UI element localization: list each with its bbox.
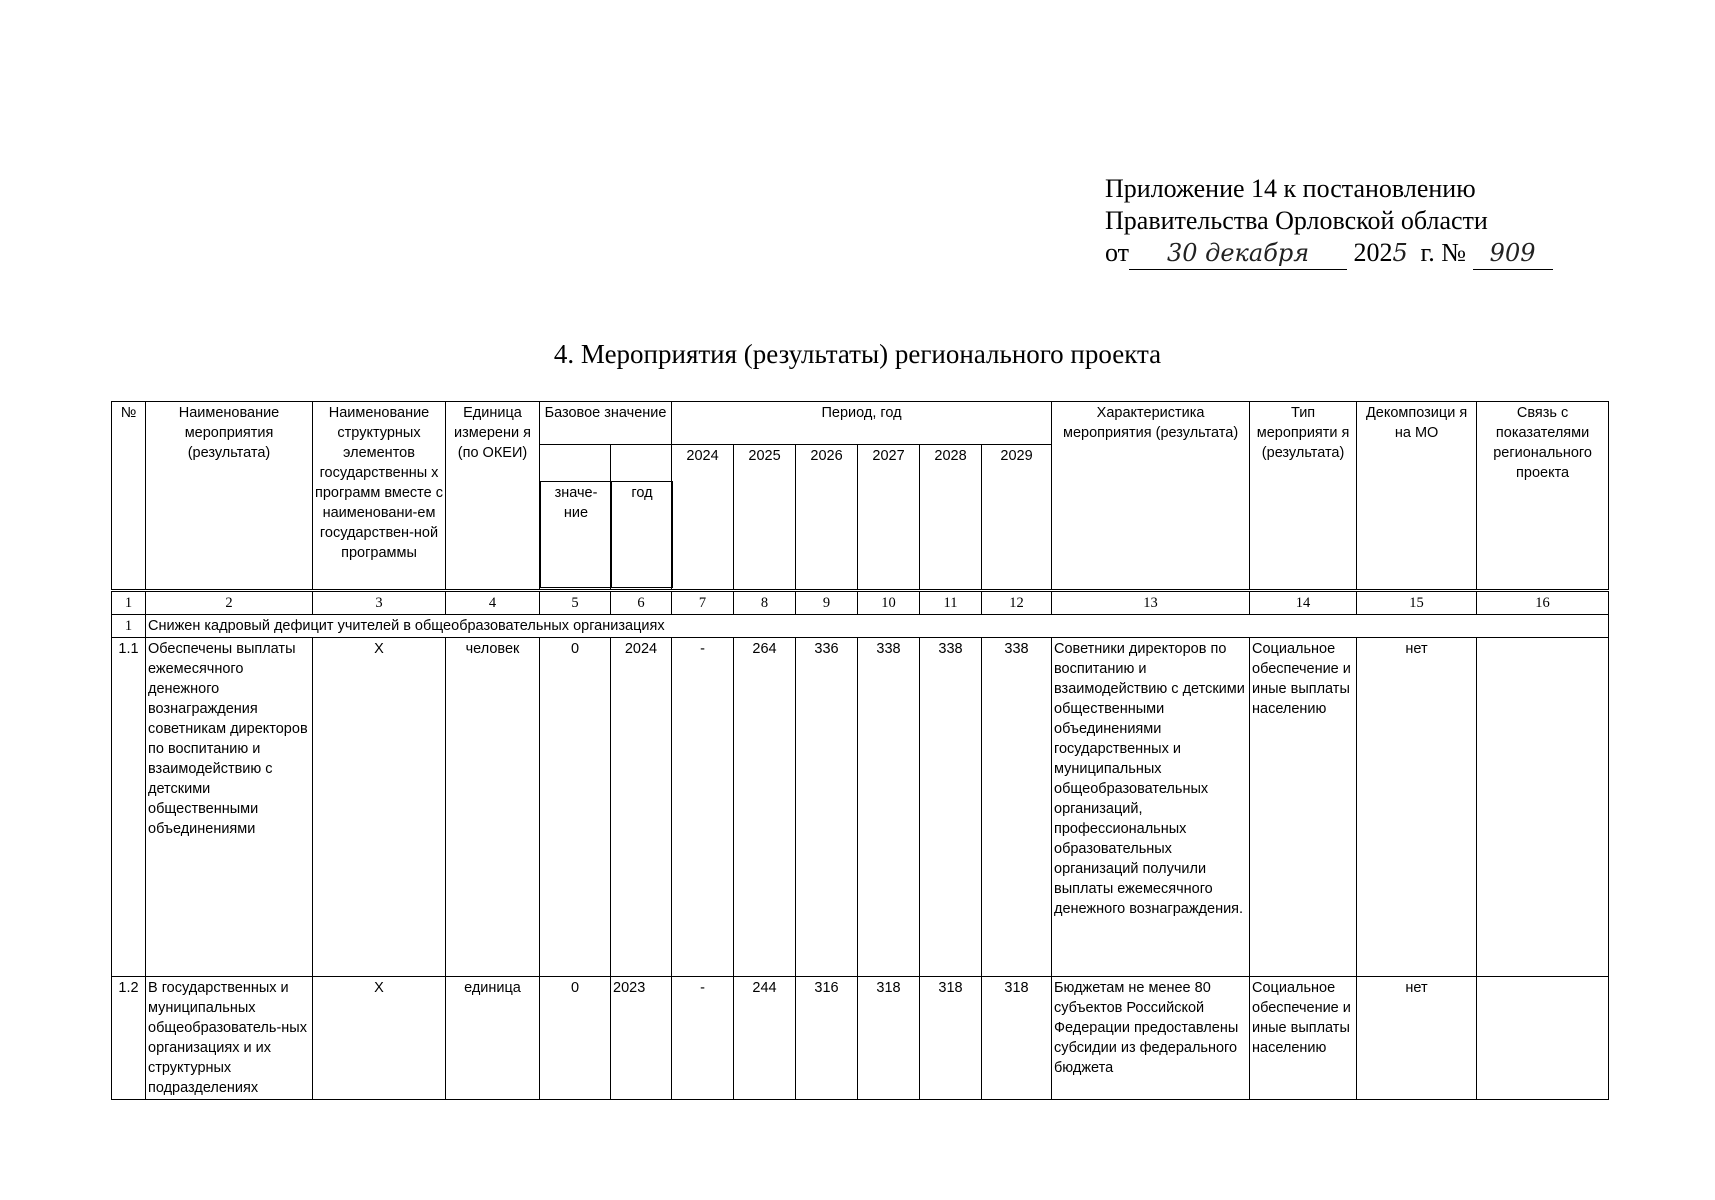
section-title: 4. Мероприятия (результаты) регионального проекта (553, 339, 1162, 369)
row-y2027: 318 (858, 977, 920, 1100)
header-type: Тип мероприяти я (результата) (1250, 402, 1357, 590)
row-character: Советники директоров по воспитанию и взаимодействию с детскими общественными объединениями государственных и муниципальных общеобразовательных организаций, профессиональных образовательных организаций получили выплаты ежемесячного денежного вознаграждения. (1052, 638, 1250, 977)
col-num: 12 (982, 592, 1052, 615)
col-num: 10 (858, 592, 920, 615)
row-base-year: 2024 (611, 638, 672, 977)
handwritten-year-digit: 5 (1392, 239, 1408, 267)
row-number: 1.1 (112, 638, 146, 977)
row-name: В государственных и муниципальных общеобразователь-ных организациях и их структурных подразделениях (146, 977, 313, 1100)
section-title-cell: Снижен кадровый дефицит учителей в общеобразовательных организациях (146, 615, 1609, 638)
handwritten-number: 909 (1473, 237, 1553, 270)
row-y2026: 336 (796, 638, 858, 977)
year-prefix: 202 (1353, 238, 1393, 267)
approval-line-3 (1105, 237, 1595, 270)
row-name: Обеспечены выплаты ежемесячного денежного вознаграждения советникам директоров по воспитанию и взаимодействию с детскими общественными объединениями (146, 638, 313, 977)
number-label: г. № (1420, 238, 1467, 267)
col-num: 13 (1052, 592, 1250, 615)
row-decomp: нет (1357, 638, 1477, 977)
section-row (112, 615, 1609, 638)
row-y2028: 318 (920, 977, 982, 1100)
column-number-row (112, 592, 1609, 615)
header-year-2026: 2026 (796, 445, 858, 590)
col-num: 5 (540, 592, 611, 615)
table-row (112, 977, 1609, 1100)
row-unit: человек (446, 638, 540, 977)
row-y2026: 316 (796, 977, 858, 1100)
col-num: 14 (1250, 592, 1357, 615)
row-y2024: - (672, 638, 734, 977)
header-struct: Наименование структурных элементов государственны х программ вместе с наименовани-ем государствен-ной программы (313, 402, 446, 590)
row-base-year: 2023 (611, 977, 672, 1100)
row-struct: X (313, 638, 446, 977)
row-type: Социальное обеспечение и иные выплаты населению (1250, 977, 1357, 1100)
col-num: 15 (1357, 592, 1477, 615)
activities-table-body (111, 591, 1609, 1100)
row-link (1477, 977, 1609, 1100)
header-year-2028: 2028 (920, 445, 982, 590)
row-character: Бюджетам не менее 80 субъектов Российской Федерации предоставлены субсидии из федерального бюджета (1052, 977, 1250, 1100)
row-y2028: 338 (920, 638, 982, 977)
col-num: 3 (313, 592, 446, 615)
approval-line-1: Приложение 14 к постановлению (1105, 174, 1476, 203)
table-row (112, 638, 1609, 977)
from-label: от (1105, 238, 1130, 267)
row-y2025: 264 (734, 638, 796, 977)
header-base-value: значе-ние (541, 482, 612, 588)
col-num: 16 (1477, 592, 1609, 615)
row-unit: единица (446, 977, 540, 1100)
header-year-2025: 2025 (734, 445, 796, 590)
col-num: 9 (796, 592, 858, 615)
col-num: 2 (146, 592, 313, 615)
header-year-2024: 2024 (672, 445, 734, 590)
header-period: Период, год (672, 402, 1052, 445)
section-number: 1 (112, 615, 146, 638)
row-y2029: 338 (982, 638, 1052, 977)
handwritten-date: 30 декабря (1129, 237, 1347, 270)
row-y2029: 318 (982, 977, 1052, 1100)
row-y2024: - (672, 977, 734, 1100)
row-type: Социальное обеспечение и иные выплаты населению (1250, 638, 1357, 977)
header-decomp: Декомпозици я на МО (1357, 402, 1477, 590)
approval-header (1105, 173, 1595, 270)
row-base-value: 0 (540, 977, 611, 1100)
header-character: Характеристика мероприятия (результата) (1052, 402, 1250, 590)
header-base-year: год (612, 482, 673, 588)
header-year-2027: 2027 (858, 445, 920, 590)
col-num: 11 (920, 592, 982, 615)
approval-line-2: Правительства Орловской области (1105, 206, 1488, 235)
col-num: 6 (611, 592, 672, 615)
base-subheader (540, 481, 673, 588)
header-year-2029: 2029 (982, 445, 1052, 590)
col-num: 4 (446, 592, 540, 615)
header-base: Базовое значение (540, 402, 672, 445)
header-unit: Единица измерени я (по ОКЕИ) (446, 402, 540, 590)
col-num: 7 (672, 592, 734, 615)
row-number: 1.2 (112, 977, 146, 1100)
header-link: Связь с показателями регионального проекта (1477, 402, 1609, 590)
col-num: 1 (112, 592, 146, 615)
row-y2027: 338 (858, 638, 920, 977)
row-struct: X (313, 977, 446, 1100)
row-link (1477, 638, 1609, 977)
row-y2025: 244 (734, 977, 796, 1100)
header-no: № (112, 402, 146, 590)
col-num: 8 (734, 592, 796, 615)
activities-table (111, 401, 1609, 590)
row-base-value: 0 (540, 638, 611, 977)
row-decomp: нет (1357, 977, 1477, 1100)
header-name: Наименование мероприятия (результата) (146, 402, 313, 590)
